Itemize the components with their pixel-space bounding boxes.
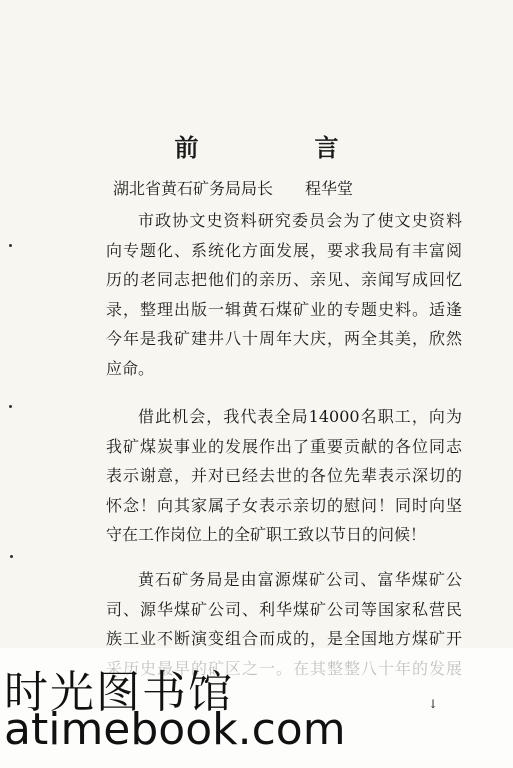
scan-speck: [9, 405, 12, 408]
paragraph-1: [106, 206, 462, 383]
text-line: 我矿煤炭事业的发展作出了重要贡献的各位同志: [106, 436, 462, 456]
text-line: 司、源华煤矿公司、利华煤矿公司等国家私营民: [106, 599, 462, 619]
text-line: 向专题化、系统化方面发展，要求我局有丰富阅: [106, 240, 462, 260]
scan-speck: [10, 555, 13, 558]
watermark-url: atimebook.com: [4, 704, 346, 755]
text-line: 录，整理出版一辑黄石煤矿业的专题史料。适逢: [106, 299, 462, 319]
page-marker: ↓: [428, 697, 439, 711]
document-title: 前 言: [174, 133, 385, 162]
text-line: 应命。: [106, 358, 155, 378]
text-line: 族工业不断演变组合而成的，是全国地方煤矿开: [106, 629, 462, 648]
text-line: 表示谢意，并对已经去世的各位先辈表示深切的: [106, 466, 462, 485]
text-line: 借此机会，我代表全局14000名职工，向为: [138, 407, 462, 426]
author-line: 湖北省黄石矿务局局长 程华堂: [113, 179, 354, 198]
text-line: 怀念！向其家属子女表示亲切的慰问！同时向坚: [106, 495, 462, 515]
text-line: 市政协文史资料研究委员会为了使文史资料: [138, 211, 462, 230]
scan-speck: [9, 244, 12, 247]
text-line: 守在工作岗位上的全矿职工致以节日的问候！: [106, 525, 427, 544]
text-line: 历的老同志把他们的亲历、亲见、亲闻写成回忆: [106, 270, 462, 289]
text-line: 今年是我矿建井八十周年大庆，两全其美，欣然: [106, 329, 462, 348]
text-line: 黄石矿务局是由富源煤矿公司、富华煤矿公: [138, 570, 462, 589]
watermark-name: 时光图书馆: [4, 667, 234, 718]
paragraph-2: [106, 402, 462, 550]
